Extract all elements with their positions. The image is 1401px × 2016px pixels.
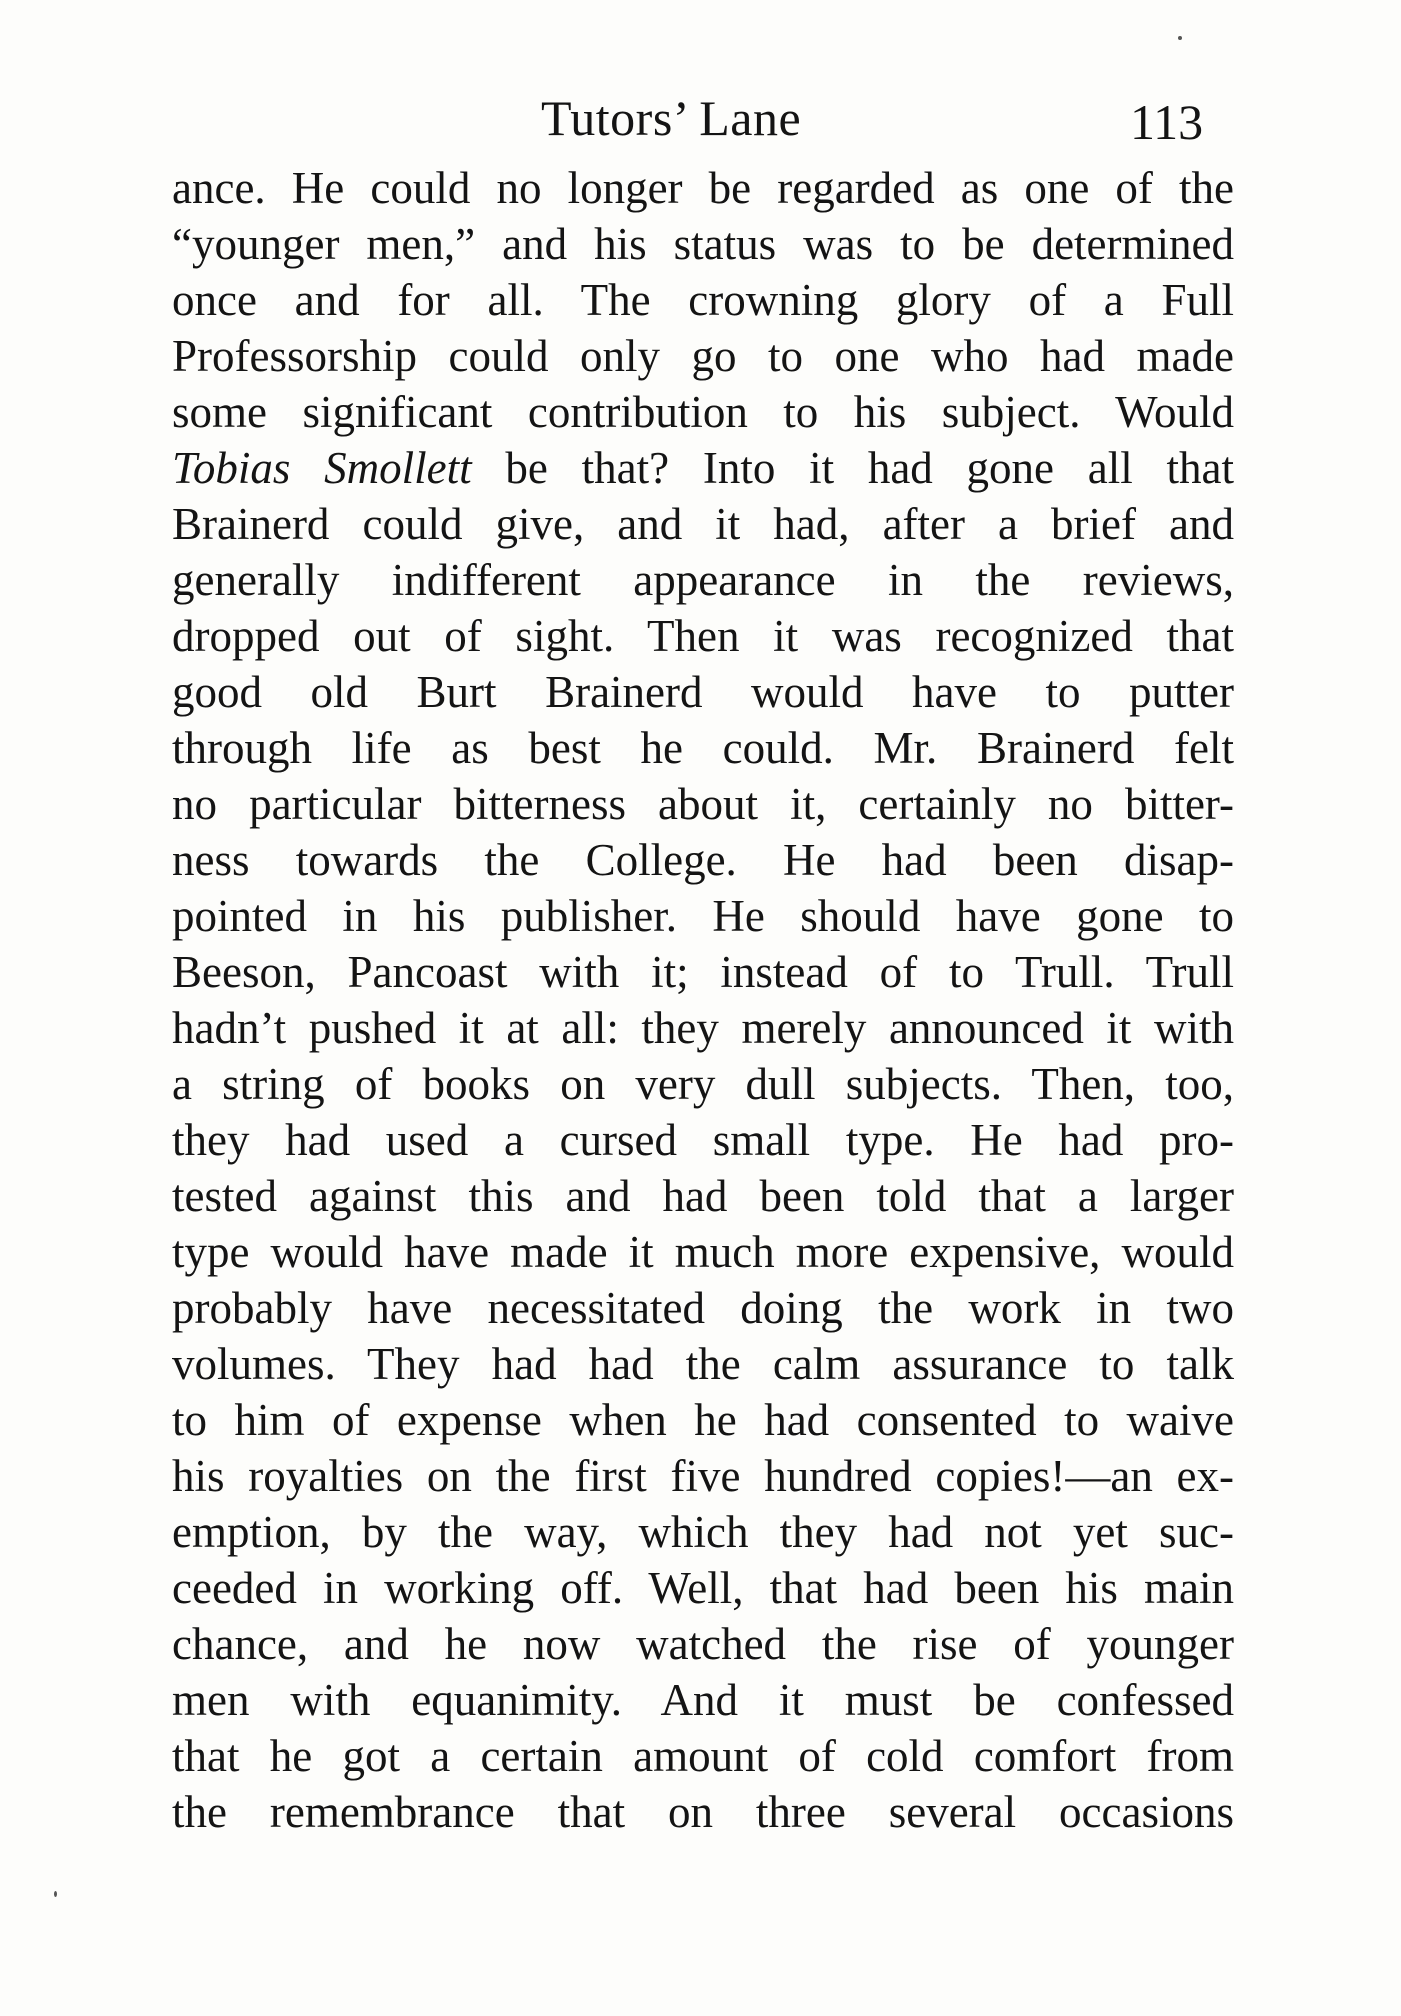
text-line: tested against this and had been told that a larger [172, 1171, 1234, 1221]
text-line: a string of books on very dull subjects. Then, too, [172, 1059, 1234, 1109]
text-line: some significant contribution to his subject. Would [172, 387, 1234, 437]
text-line: Beeson, Pancoast with it; instead of to Trull. Trull [172, 947, 1234, 997]
text-line: that he got a certain amount of cold comfort from [172, 1731, 1234, 1781]
body-text [172, 160, 1234, 1840]
text-line: probably have necessitated doing the work in two [172, 1283, 1234, 1333]
scan-speck [54, 1891, 57, 1897]
text-line: pointed in his publisher. He should have gone to [172, 891, 1234, 941]
text-line: ceeded in working off. Well, that had been his main [172, 1563, 1234, 1613]
text-line: generally indifferent appearance in the reviews, [172, 555, 1234, 605]
text-line: emption, by the way, which they had not yet suc- [172, 1507, 1234, 1557]
text-line: once and for all. The crowning glory of a Full [172, 275, 1234, 325]
text-line: chance, and he now watched the rise of younger [172, 1619, 1234, 1669]
text-line: through life as best he could. Mr. Brainerd felt [172, 723, 1234, 773]
running-head [0, 88, 1401, 158]
text-line: “younger men,” and his status was to be determined [172, 219, 1234, 269]
text-line: ance. He could no longer be regarded as one of the [172, 163, 1234, 213]
text-line: Brainerd could give, and it had, after a brief and [172, 499, 1234, 549]
text-line-rest: be that? Into it had gone all that [471, 443, 1234, 493]
text-line-with-title [172, 440, 1234, 496]
text-line: men with equanimity. And it must be confessed [172, 1675, 1234, 1725]
running-title: Tutors’ Lane [541, 90, 802, 146]
page-number: 113 [1130, 94, 1204, 150]
book-title-italic: Tobias Smollett [172, 443, 472, 493]
text-line: his royalties on the first five hundred copies!—an ex- [172, 1451, 1234, 1501]
text-line: no particular bitterness about it, certainly no bitter- [172, 779, 1234, 829]
text-line: Professorship could only go to one who had made [172, 331, 1234, 381]
text-line: they had used a cursed small type. He had pro- [172, 1115, 1234, 1165]
text-line: volumes. They had had the calm assurance to talk [172, 1339, 1234, 1389]
text-line: ness towards the College. He had been disap- [172, 835, 1234, 885]
text-line: type would have made it much more expensive, would [172, 1227, 1234, 1277]
text-line: good old Burt Brainerd would have to putter [172, 667, 1234, 717]
text-line: dropped out of sight. Then it was recognized that [172, 611, 1234, 661]
text-line: the remembrance that on three several occasions [172, 1787, 1234, 1837]
scan-speck [1178, 36, 1182, 40]
text-line: to him of expense when he had consented to waive [172, 1395, 1234, 1445]
text-line: hadn’t pushed it at all: they merely announced it with [172, 1003, 1234, 1053]
